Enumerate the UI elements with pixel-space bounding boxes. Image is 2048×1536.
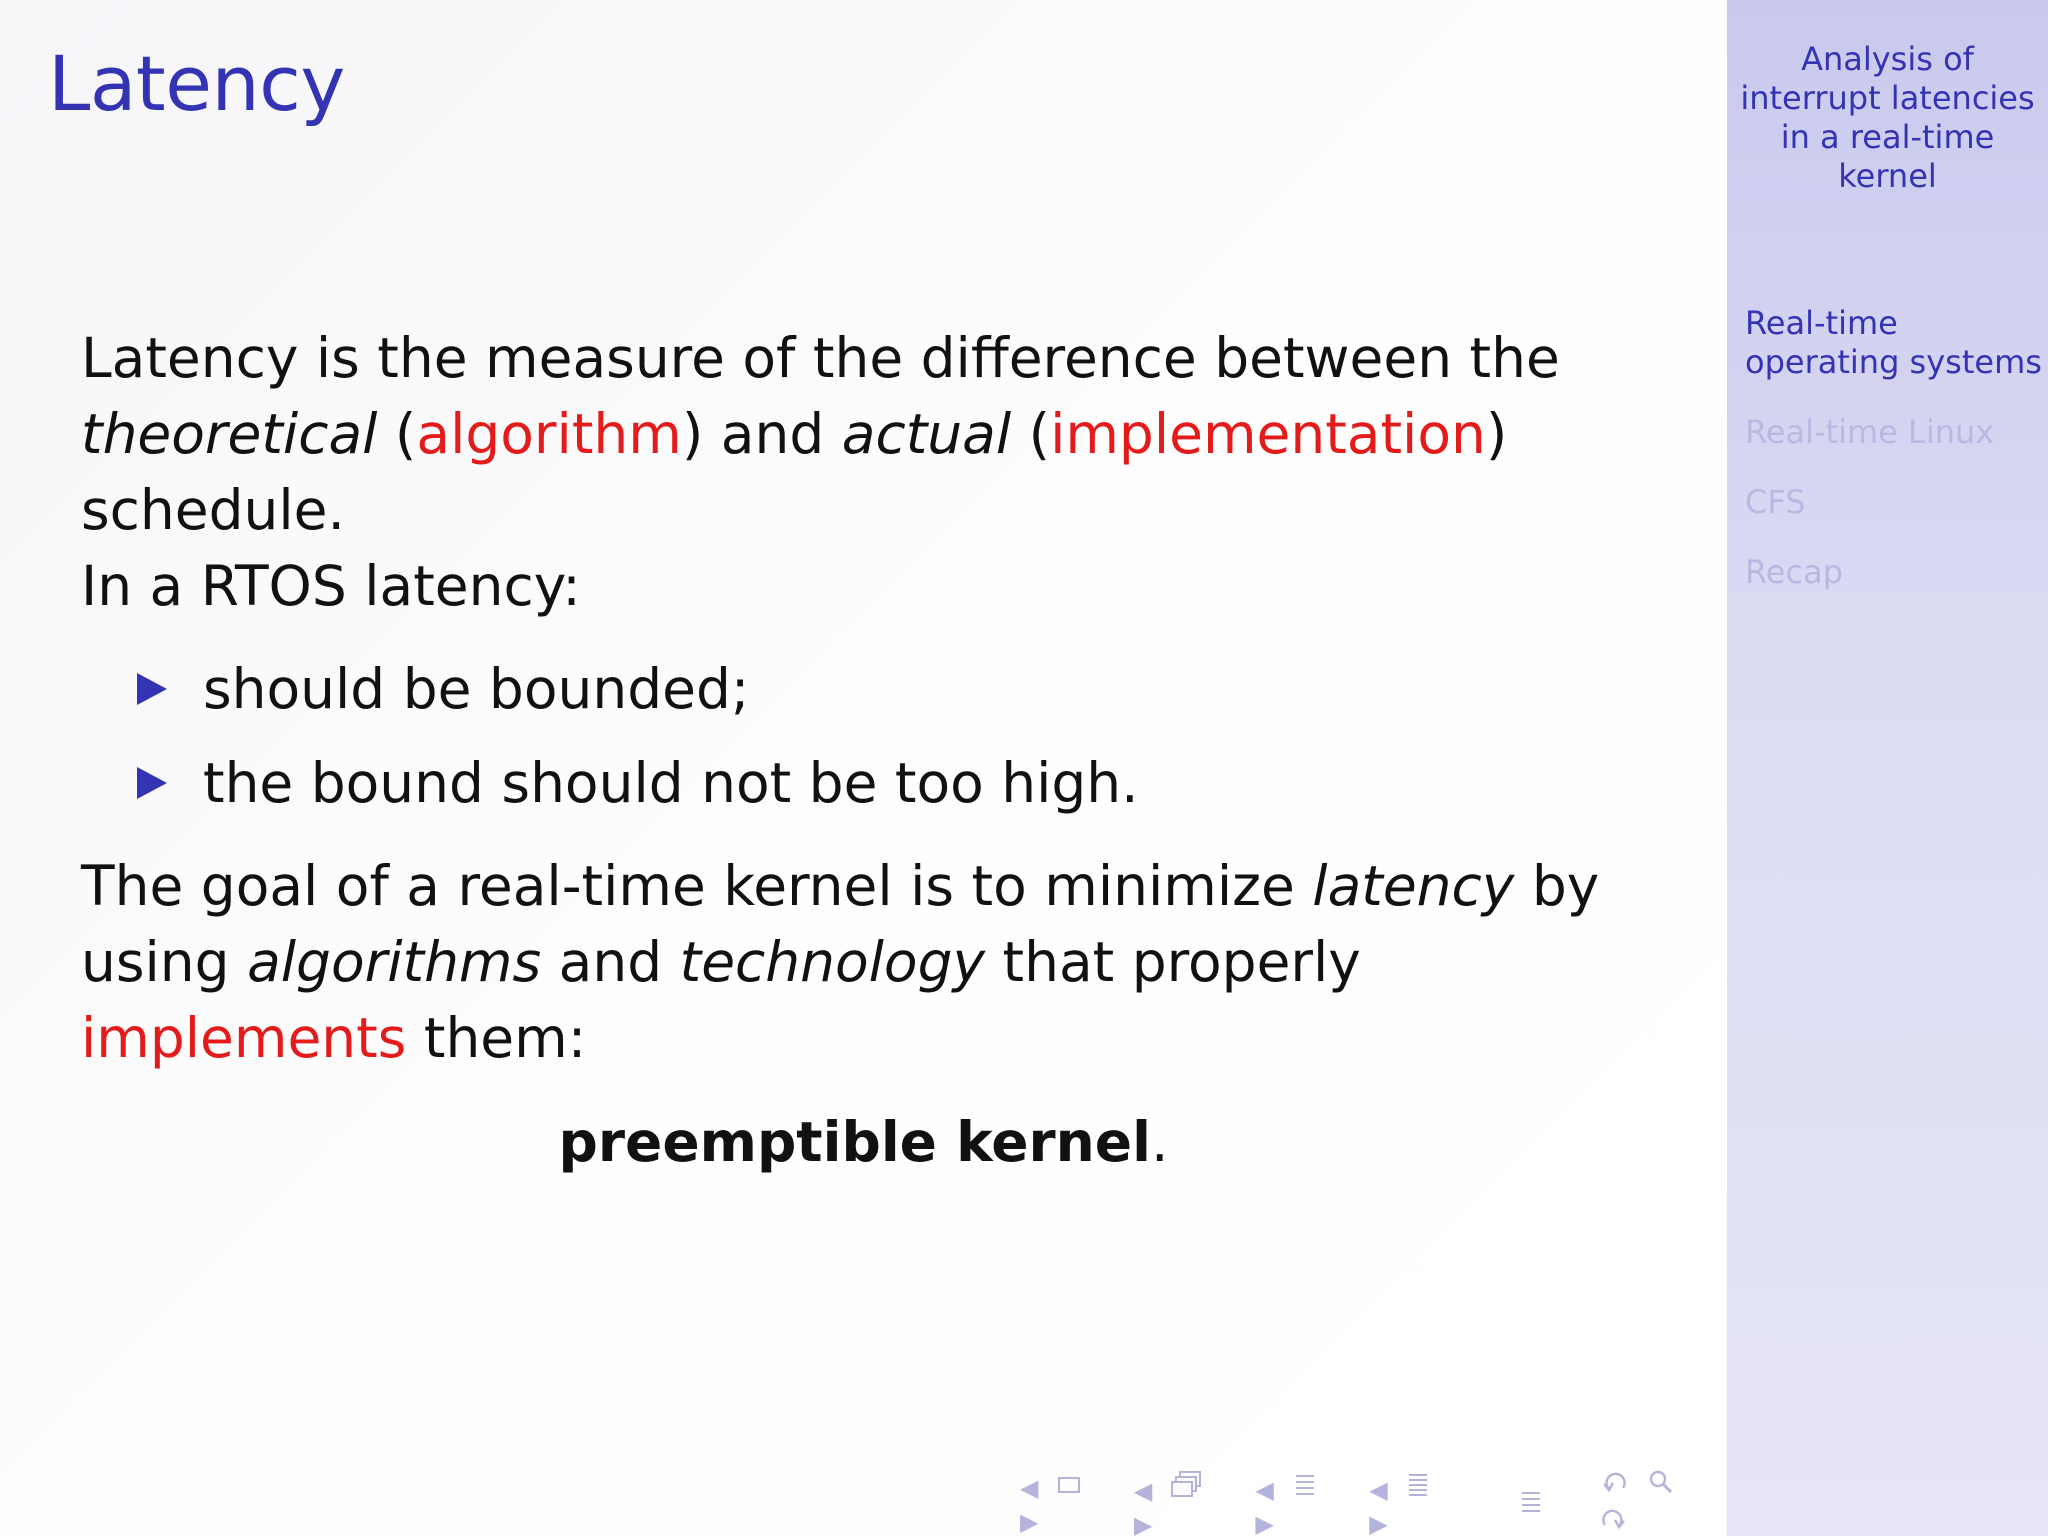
sidebar: [1727, 0, 2048, 1536]
presentation-title[interactable]: [1727, 40, 2048, 196]
highlight-implementation: implementation: [1050, 402, 1486, 466]
forward-icon[interactable]: [1599, 1505, 1629, 1533]
bold-preemptible-kernel: preemptible kernel: [558, 1110, 1151, 1174]
sidebar-item-label: Recap: [1745, 553, 1843, 591]
sidebar-item-real-time-linux[interactable]: [1745, 413, 2045, 452]
emphasis-technology: technology: [679, 930, 986, 994]
frame-icon[interactable]: [1170, 1469, 1204, 1499]
centered-statement: [0, 1110, 1727, 1174]
sidebar-item-recap[interactable]: [1745, 553, 2045, 592]
sidebar-item-label: operating systems: [1745, 343, 2042, 381]
paragraph-goal: [81, 848, 1681, 1076]
bullet-item: [81, 642, 1681, 736]
sidebar-item-label: Real-time: [1745, 304, 1898, 342]
text-span: that properly: [985, 930, 1361, 994]
subsection-icon[interactable]: [1292, 1470, 1318, 1498]
sidebar-item-cfs[interactable]: [1745, 483, 2045, 522]
prev-subsection-icon[interactable]: ◀: [1255, 1475, 1274, 1504]
text-span: using: [81, 930, 248, 994]
prev-section-icon[interactable]: ◀: [1369, 1475, 1388, 1504]
section-icon[interactable]: [1405, 1470, 1431, 1498]
subsection-nav: [1250, 1470, 1354, 1536]
bullet-triangle-icon: [137, 673, 167, 705]
next-section-icon[interactable]: ▶: [1369, 1509, 1388, 1536]
prev-slide-icon[interactable]: ◀: [1020, 1474, 1039, 1502]
text-span: ): [1485, 402, 1508, 466]
sidebar-item-label: CFS: [1745, 483, 1806, 521]
slide-icon[interactable]: [1056, 1474, 1082, 1496]
text-span: The goal of a real-time kernel is to minimize: [81, 854, 1313, 918]
text-span: ) and: [681, 402, 842, 466]
text-span: .: [1150, 1110, 1169, 1174]
next-subsection-icon[interactable]: ▶: [1255, 1509, 1274, 1536]
document-icon[interactable]: [1518, 1487, 1544, 1515]
frame-nav: [1129, 1469, 1241, 1536]
text-span: Latency is the measure of the difference between the: [81, 326, 1560, 390]
emphasis-algorithms: algorithms: [247, 930, 542, 994]
bullet-text: should be bounded;: [203, 657, 750, 721]
presentation-title-line: in a real-time: [1780, 118, 1995, 156]
slide-nav: [1015, 1471, 1119, 1536]
presentation-title-line: Analysis of: [1801, 40, 1974, 78]
slide-body: [81, 320, 1681, 1076]
paragraph-rtos: In a RTOS latency:: [81, 554, 581, 618]
frame-title: Latency: [48, 39, 345, 128]
bullet-list: [81, 642, 1681, 830]
sidebar-item-label: Real-time Linux: [1745, 413, 1995, 451]
prev-frame-icon[interactable]: ◀: [1133, 1476, 1153, 1505]
highlight-implements: implements: [81, 1006, 407, 1070]
text-span: (: [1011, 402, 1051, 466]
paragraph-definition: [81, 320, 1681, 548]
search-icon[interactable]: [1647, 1468, 1675, 1496]
text-span: them:: [406, 1006, 587, 1070]
highlight-algorithm: algorithm: [416, 402, 682, 466]
presentation-title-line: kernel: [1838, 157, 1937, 195]
presentation-title-line: interrupt latencies: [1740, 79, 2035, 117]
bullet-text: the bound should not be too high.: [203, 751, 1139, 815]
emphasis-actual: actual: [841, 402, 1012, 466]
text-span: and: [541, 930, 680, 994]
next-slide-icon[interactable]: ▶: [1020, 1508, 1039, 1536]
beamer-navigation-bar: [1010, 1474, 1727, 1536]
back-icon[interactable]: [1599, 1468, 1629, 1496]
document-nav: [1513, 1487, 1549, 1524]
bullet-item: [81, 736, 1681, 830]
sidebar-item-real-time-operating-systems[interactable]: [1745, 304, 2045, 382]
emphasis-theoretical: theoretical: [81, 402, 378, 466]
history-nav: [1594, 1468, 1722, 1536]
section-nav: [1364, 1470, 1468, 1536]
emphasis-latency: latency: [1312, 854, 1515, 918]
text-span: by: [1514, 854, 1600, 918]
next-frame-icon[interactable]: ▶: [1133, 1510, 1153, 1536]
text-span: (: [377, 402, 417, 466]
bullet-triangle-icon: [137, 767, 167, 799]
text-span: schedule.: [81, 478, 345, 542]
